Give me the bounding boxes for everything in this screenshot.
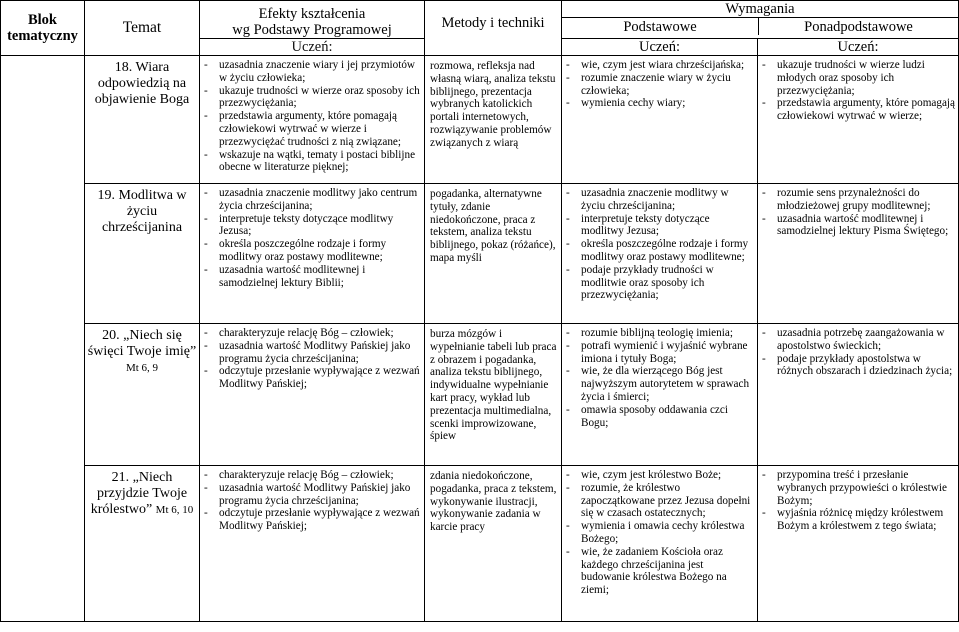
topic-title: 21. „Niech przyjdzie Twoje królestwo”: [90, 470, 188, 517]
header-efekty-line2: wg Podstawy Programowej: [232, 22, 392, 38]
list-item: - ukazuje trudności w wierze oraz sposoby ich przezwyciężania;: [202, 85, 422, 111]
list-item: - wie, że zadaniem Kościoła oraz każdego chrześcijanina jest budowanie królestwa Bożego na ziemi;: [564, 546, 755, 597]
list-item: - wymienia cechy wiary;: [564, 97, 755, 110]
list-item: - rozumie sens przynależności do młodzieżowej grupy modlitewnej;: [760, 187, 956, 213]
list-item: - przedstawia argumenty, które pomagają człowiekowi wytrwać w wierze i przezwyciężać trudności z nią związane;: [202, 110, 422, 148]
topic-cell: [85, 184, 200, 324]
header-metody: Metody i techniki: [425, 1, 562, 56]
list-item: - uzasadnia wartość Modlitwy Pańskiej jako programu życia chrześcijanina;: [202, 340, 422, 366]
header-blok: Blok tematyczny: [1, 1, 85, 56]
efekty-cell: [200, 56, 425, 184]
metody-text: zdania niedokończone, pogadanka, praca z tekstem, wykonywanie ilustracji, wykonywanie zadania w karcie pracy: [430, 470, 557, 534]
list-item: - wyjaśnia różnicę między królestwem Bożym a królestwem z tego świata;: [760, 507, 956, 533]
topic-title: 19. Modlitwa w życiu chrześcijanina: [97, 188, 187, 235]
table-row: [1, 56, 959, 184]
metody-text: burza mózgów i wypełnianie tabeli lub praca z obrazem i pogadanka, analiza tekstu biblijnego, indywidualne wypełnianie kart pracy, wykład lub prezentacja multimedialna, scenki improwizowane, śpiew: [430, 328, 557, 443]
header-podstawowe-uczen: Uczeń:: [562, 39, 758, 56]
header-ponadpodstawowe: Ponadpodstawowe: [804, 19, 913, 35]
list-item: - uzasadnia potrzebę zaangażowania w apostolstwo świeckich;: [760, 327, 956, 353]
ponadpodstawowe-cell: [758, 324, 959, 466]
table-row: [1, 466, 959, 622]
header-ponadpodstawowe-uczen: Uczeń:: [758, 39, 959, 56]
list-item: - określa poszczególne rodzaje i formy modlitwy oraz postawy modlitewne;: [202, 238, 422, 264]
list-item: - charakteryzuje relację Bóg – człowiek;: [202, 469, 422, 482]
topic-cell: [85, 466, 200, 622]
table-row: [1, 184, 959, 324]
topic-cell: [85, 324, 200, 466]
list-item: - wie, czym jest wiara chrześcijańska;: [564, 59, 755, 72]
metody-cell: [425, 466, 562, 622]
list-item: - rozumie, że królestwo zapoczątkowane przez Jezusa dopełni się w czasach ostatecznych;: [564, 482, 755, 520]
header-podstawowe: Podstawowe: [562, 18, 759, 35]
metody-cell: [425, 324, 562, 466]
topic-ref: Mt 6, 9: [125, 362, 159, 374]
header-efekty-line1: Efekty kształcenia: [258, 6, 366, 22]
list-item: - wie, czym jest królestwo Boże;: [564, 469, 755, 482]
list-item: - charakteryzuje relację Bóg – człowiek;: [202, 327, 422, 340]
list-item: - odczytuje przesłanie wypływające z wezwań Modlitwy Pańskiej;: [202, 507, 422, 533]
table-row: [1, 324, 959, 466]
list-item: - określa poszczególne rodzaje i formy modlitwy oraz postawy modlitewne;: [564, 238, 755, 264]
list-item: - podaje przykłady apostolstwa w różnych obszarach i dziedzinach życia;: [760, 353, 956, 379]
metody-text: pogadanka, alternatywne tytuły, zdanie niedokończone, praca z tekstem, analiza tekstu biblijnego, pokaz (różańce), mapa myśli: [430, 188, 556, 264]
list-item: - potrafi wymienić i wyjaśnić wybrane imiona i tytuły Boga;: [564, 340, 755, 366]
podstawowe-cell: [562, 324, 758, 466]
header-temat: Temat: [85, 1, 200, 56]
topic-cell: [85, 56, 200, 184]
list-item: - wskazuje na wątki, tematy i postaci biblijne obecne w literaturze pięknej;: [202, 149, 422, 175]
metody-cell: [425, 184, 562, 324]
list-item: - ukazuje trudności w wierze ludzi młodych oraz sposoby ich przezwyciężania;: [760, 59, 956, 97]
list-item: - uzasadnia wartość Modlitwy Pańskiej jako programu życia chrześcijanina;: [202, 482, 422, 508]
list-item: - odczytuje przesłanie wypływające z wezwań Modlitwy Pańskiej;: [202, 365, 422, 391]
list-item: - interpretuje teksty dotyczące modlitwy Jezusa;: [202, 213, 422, 239]
list-item: - rozumie znaczenie wiary w życiu człowieka;: [564, 72, 755, 98]
list-item: - uzasadnia znaczenie modlitwy w życiu chrześcijanina;: [564, 187, 755, 213]
blok-cell: [1, 56, 85, 622]
metody-cell: [425, 56, 562, 184]
efekty-cell: [200, 324, 425, 466]
list-item: - wymienia i omawia cechy królestwa Bożego;: [564, 520, 755, 546]
header-wymagania-label: Wymagania: [562, 1, 958, 18]
header-efekty-uczen: Uczeń:: [200, 39, 425, 56]
metody-text: rozmowa, refleksja nad własną wiarą, analiza tekstu biblijnego, prezentacja wybranych katolickich portali internetowych, rozwiązywanie problemów związanych z wiarą: [430, 60, 556, 149]
header-efekty: [200, 1, 425, 39]
podstawowe-cell: [562, 466, 758, 622]
podstawowe-cell: [562, 184, 758, 324]
list-item: - uzasadnia wartość modlitewnej i samodzielnej lektury Biblii;: [202, 264, 422, 290]
ponadpodstawowe-cell: [758, 184, 959, 324]
list-item: - wie, że dla wierzącego Bóg jest najwyższym autorytetem w sprawach życia i śmierci;: [564, 365, 755, 403]
list-item: - uzasadnia wartość modlitewnej i samodzielnej lektury Pisma Świętego;: [760, 213, 956, 239]
ponadpodstawowe-cell: [758, 56, 959, 184]
podstawowe-cell: [562, 56, 758, 184]
ponadpodstawowe-cell: [758, 466, 959, 622]
list-item: - interpretuje teksty dotyczące modlitwy Jezusa;: [564, 213, 755, 239]
list-item: - rozumie biblijną teologię imienia;: [564, 327, 755, 340]
list-item: - przypomina treść i przesłanie wybranych przypowieści o królestwie Bożym;: [760, 469, 956, 507]
list-item: - uzasadnia znaczenie wiary i jej przymiotów w życiu człowieka;: [202, 59, 422, 85]
efekty-cell: [200, 466, 425, 622]
header-wymagania: [562, 1, 959, 39]
list-item: - omawia sposoby oddawania czci Bogu;: [564, 404, 755, 430]
list-item: - przedstawia argumenty, które pomagają człowiekowi wytrwać w wierze;: [760, 97, 956, 123]
list-item: - podaje przykłady trudności w modlitwie oraz sposoby ich przezwyciężania;: [564, 264, 755, 302]
list-item: - uzasadnia znaczenie modlitwy jako centrum życia chrześcijanina;: [202, 187, 422, 213]
topic-title: 20. „Niech się święci Twoje imię”: [87, 328, 197, 359]
efekty-cell: [200, 184, 425, 324]
topic-ref: Mt 6, 10: [155, 504, 194, 516]
topic-title: 18. Wiara odpowiedzią na objawienie Boga: [94, 60, 190, 107]
